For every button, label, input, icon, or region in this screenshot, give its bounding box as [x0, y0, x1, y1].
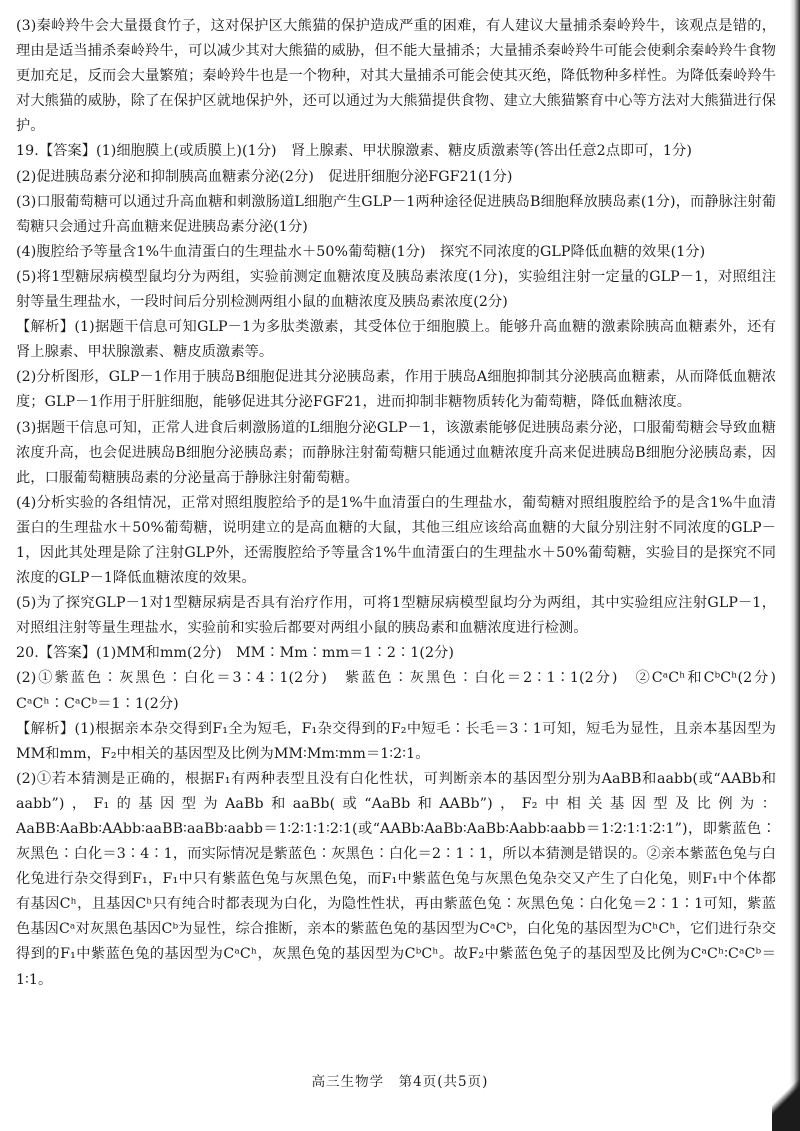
- scan-corner-shadow: [772, 1061, 800, 1131]
- paragraph-q19-answer-1: 19.【答案】(1)细胞膜上(或质膜上)(1分) 肾上腺素、甲状腺激素、糖皮质激素等(答出任意2点即可，1分): [16, 143, 692, 160]
- paragraph-q20-analysis-2: (2)①若本猜测是正确的，根据F₁有两种表型且没有白化性状，可判断亲本的基因型分别为AaBB和aabb(或“AABb和aabb”)，F₁的基因型为AaBb和aaBb(或“AaBb和AABb”)，F₂中相关基因型及比例为：AaBB∶AaBb∶AAbb∶aaBB∶aaBb∶aabb＝1∶2∶1∶1∶2∶1(或“AABb∶AaBb∶AaBb∶Aabb∶aabb＝1∶2∶1∶1∶2∶1”)，即紫蓝色∶灰黑色∶白化＝3∶4∶1，而实际情况是紫蓝色∶灰黑色∶白化＝2∶1∶1，所以本猜测是错误的。②亲本紫蓝色兔与白化兔进行杂交得到F₁，F₁中只有紫蓝色兔与灰黑色兔，而F₁中紫蓝色兔与灰黑色兔杂交又产生了白化兔，则F₁中个体都有基因Cʰ，且基因Cʰ只有纯合时都表现为白化，为隐性性状，再由紫蓝色兔∶灰黑色兔∶白化兔＝2∶1∶1可知，紫蓝色基因Cᵃ对灰黑色基因Cᵇ为显性，综合推断，亲本的紫蓝色兔的基因型为CᵃCᵇ，白化兔的基因型为CʰCʰ，它们进行杂交得到的F₁中紫蓝色兔的基因型为CᵃCʰ，灰黑色兔的基因型为CᵇCʰ。故F₂中紫蓝色兔子的基因型及比例为CᵃCʰ∶CᵃCᵇ＝1∶1。: [16, 770, 776, 988]
- paragraph-q19-answer-5: (5)将1型糖尿病模型鼠均分为两组，实验前测定血糖浓度及胰岛素浓度(1分)，实验组注射一定量的GLP－1，对照组注射等量生理盐水，一段时间后分别检测两组小鼠的血糖浓度及胰岛素浓度(2分): [16, 268, 776, 311]
- paragraph-q19-analysis-4: (4)分析实验的各组情况，正常对照组腹腔给予的是1%牛血清蛋白的生理盐水，葡萄糖对照组腹腔给予的是含1%牛血清蛋白的生理盐水＋50%葡萄糖，说明建立的是高血糖的大鼠，其他三组应该给高血糖的大鼠分别注射不同浓度的GLP－1，因此其处理是除了注射GLP外，还需腹腔给予等量含1%牛血清蛋白的生理盐水＋50%葡萄糖，实验目的是探究不同浓度的GLP－1降低血糖浓度的效果。: [16, 494, 776, 587]
- paragraph-q19-answer-4: (4)腹腔给予等量含1%牛血清蛋白的生理盐水＋50%葡萄糖(1分) 探究不同浓度的GLP降低血糖的效果(1分): [16, 243, 706, 260]
- paragraph-q19-analysis-1: 【解析】(1)据题干信息可知GLP－1为多肽类激素，其受体位于细胞膜上。能够升高血糖的激素除胰高血糖素外，还有肾上腺素、甲状腺激素、糖皮质激素等。: [16, 319, 776, 361]
- paragraph-q19-answer-3: (3)口服葡萄糖可以通过升高血糖和刺激肠道L细胞产生GLP－1两种途径促进胰岛B细胞释放胰岛素(1分)，而静脉注射葡萄糖只会通过升高血糖来促进胰岛素分泌(1分): [16, 193, 776, 235]
- paragraph-q19-analysis-2: (2)分析图形，GLP－1作用于胰岛B细胞促进其分泌胰岛素，作用于胰岛A细胞抑制其分泌胰高血糖素，从而降低血糖浓度；GLP－1作用于肝脏细胞，能够促进其分泌FGF21，进而抑制非糖物质转化为葡萄糖，降低血糖浓度。: [16, 369, 776, 411]
- paragraph-q19-analysis-3: (3)据题干信息可知，正常人进食后刺激肠道的L细胞分泌GLP－1，该激素能够促进胰岛素分泌，口服葡萄糖会导致血糖浓度升高，也会促进胰岛B细胞分泌胰岛素；而静脉注射葡萄糖只能通过血糖浓度升高来促进胰岛B细胞分泌胰岛素，因此，口服葡萄糖胰岛素的分泌量高于静脉注射葡萄糖。: [16, 419, 776, 486]
- scan-edge-shadow: [790, 0, 800, 1131]
- paragraph-q18-3: (3)秦岭羚牛会大量摄食竹子，这对保护区大熊猫的保护造成严重的困难，有人建议大量捕杀秦岭羚牛，该观点是错的，理由是适当捕杀秦岭羚牛，可以减少其对大熊猫的威胁，但不能大量捕杀；大量捕杀秦岭羚牛可能会使剩余秦岭羚牛食物更加充足，反而会大量繁殖；秦岭羚牛也是一个物种，对其大量捕杀可能会使其灭绝，降低物种多样性。为降低秦岭羚牛对大熊猫的威胁，除了在保护区就地保护外，还可以通过为大熊猫提供食物、建立大熊猫繁育中心等方法对大熊猫进行保护。: [16, 18, 776, 135]
- paragraph-q19-answer-2: (2)促进胰岛素分泌和抑制胰高血糖素分泌(2分) 促进肝细胞分泌FGF21(1分): [16, 168, 513, 185]
- answer-content: [16, 14, 791, 993]
- paragraph-q20-answer-2: (2)①紫蓝色∶灰黑色∶白化＝3∶4∶1(2分) 紫蓝色∶灰黑色∶白化＝2∶1∶1(2分) ②CᵃCʰ和CᵇCʰ(2分) CᵃCʰ∶CᵃCᵇ＝1∶1(2分): [16, 670, 791, 712]
- paragraph-q20-analysis-1: 【解析】(1)根据亲本杂交得到F₁全为短毛，F₁杂交得到的F₂中短毛∶长毛＝3∶1可知，短毛为显性，且亲本基因型为MM和mm，F₂中相关的基因型及比例为MM∶Mm∶mm＝1∶2∶1。: [16, 720, 776, 762]
- page-footer: 高三生物学 第4页(共5页): [311, 1074, 489, 1090]
- paragraph-q20-answer-1: 20.【答案】(1)MM和mm(2分) MM∶Mm∶mm＝1∶2∶1(2分): [16, 645, 455, 662]
- paragraph-q19-analysis-5: (5)为了探究GLP－1对1型糖尿病是否具有治疗作用，可将1型糖尿病模型鼠均分为两组，其中实验组应注射GLP－1，对照组注射等量生理盐水，实验前和实验后都要对两组小鼠的胰岛素和血糖浓度进行检测。: [16, 595, 776, 637]
